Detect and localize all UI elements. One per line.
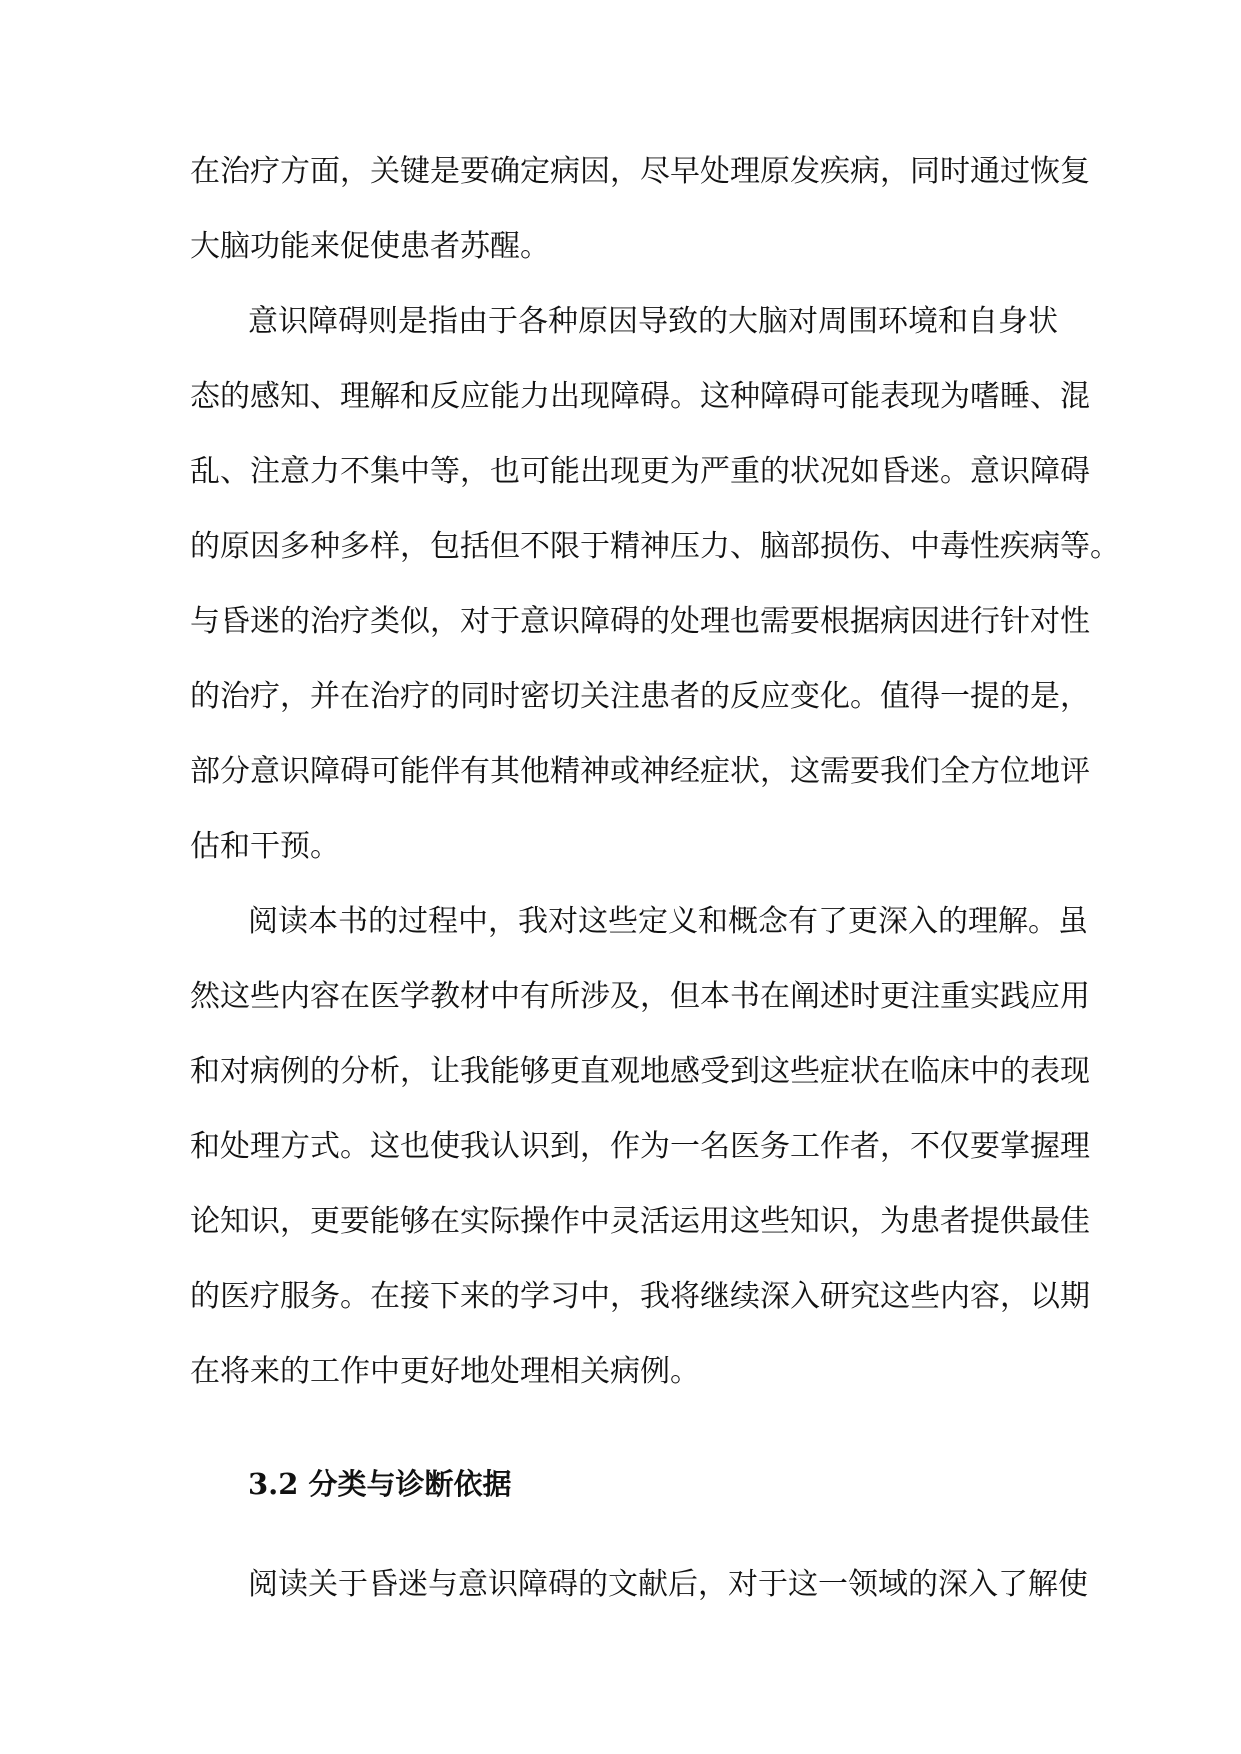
- text-line: 估和干预。: [190, 829, 340, 864]
- text-line: 的原因多种多样，包括但不限于精神压力、脑部损伤、中毒性疾病等。: [190, 529, 1120, 564]
- text-line: 和处理方式。这也使我认识到，作为一名医务工作者，不仅要掌握理: [190, 1129, 1090, 1164]
- text-line: 论知识，更要能够在实际操作中灵活运用这些知识，为患者提供最佳: [190, 1204, 1090, 1239]
- text-line: 在治疗方面，关键是要确定病因，尽早处理原发疾病，同时通过恢复: [190, 154, 1090, 189]
- paragraph-first-line: 意识障碍则是指由于各种原因导致的大脑对周围环境和自身状: [248, 304, 1058, 339]
- text-line: 的医疗服务。在接下来的学习中，我将继续深入研究这些内容，以期: [190, 1279, 1090, 1314]
- text-line: 然这些内容在医学教材中有所涉及，但本书在阐述时更注重实践应用: [190, 979, 1090, 1014]
- text-line: 与昏迷的治疗类似，对于意识障碍的处理也需要根据病因进行针对性: [190, 604, 1090, 639]
- text-line: 乱、注意力不集中等，也可能出现更为严重的状况如昏迷。意识障碍: [190, 454, 1090, 489]
- text-line: 的治疗，并在治疗的同时密切关注患者的反应变化。值得一提的是，: [190, 679, 1090, 714]
- text-line: 在将来的工作中更好地处理相关病例。: [190, 1354, 700, 1389]
- text-line: 态的感知、理解和反应能力出现障碍。这种障碍可能表现为嗜睡、混: [190, 379, 1090, 414]
- text-line: 大脑功能来促使患者苏醒。: [190, 229, 550, 264]
- paragraph-first-line: 阅读本书的过程中，我对这些定义和概念有了更深入的理解。虽: [248, 904, 1088, 939]
- paragraph-first-line: 阅读关于昏迷与意识障碍的文献后，对于这一领域的深入了解使: [248, 1567, 1088, 1602]
- text-line: 和对病例的分析，让我能够更直观地感受到这些症状在临床中的表现: [190, 1054, 1090, 1089]
- text-line: 部分意识障碍可能伴有其他精神或神经症状，这需要我们全方位地评: [190, 754, 1090, 789]
- section-heading: 3.2 分类与诊断依据: [248, 1467, 512, 1501]
